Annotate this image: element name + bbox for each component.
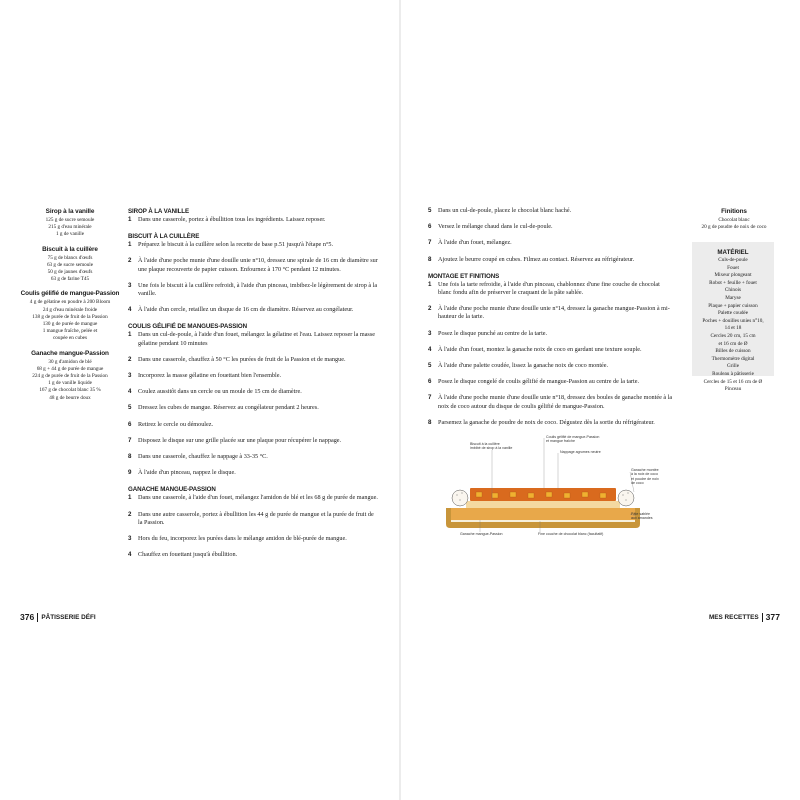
- recipe-step: [128, 421, 378, 429]
- materiel-line: Cercles de 15 et 16 cm de Ø: [703, 378, 763, 385]
- label-ganache-mangue-passion: [460, 532, 503, 536]
- ganache-mangue-passion-layer: [451, 508, 635, 520]
- diagram-label-line: Ganache montée: [631, 468, 659, 472]
- ingredient-line: 24 g d'eau minérale froide: [42, 306, 98, 313]
- ingredient-line: 130 g de purée de mangue: [42, 321, 98, 328]
- section-title: MES RECETTES: [708, 613, 759, 621]
- step-number: 5: [428, 362, 432, 370]
- step-number: 5: [428, 207, 432, 214]
- step-number: 1: [128, 241, 132, 249]
- recipe-step: [428, 223, 673, 231]
- recipe-step: [428, 305, 673, 321]
- recipe-step: [428, 239, 673, 247]
- step-number: 1: [128, 331, 132, 339]
- recipe-step: [428, 281, 673, 297]
- diagram-label-line: Biscuit à la cuillère: [470, 442, 500, 446]
- section-heading: COULIS GÉLIFIÉ DE MANGUES-PASSION: [128, 323, 247, 331]
- step-text: À l'aide d'un fouet, montez la ganache noix de coco en gardant une texture souple.: [438, 345, 642, 353]
- recipe-step: [128, 372, 378, 380]
- ingredient-line: coupée en cubes: [53, 335, 87, 342]
- ingredient-line: 224 g de purée de fruit de la Passion: [32, 373, 108, 380]
- step-text: Parsemez la ganache de poudre de noix de coco. Dégustez dès la sortie du réfrigérateur.: [438, 418, 655, 426]
- section-heading: GANACHE MANGUE-PASSION: [128, 486, 216, 494]
- ingredient-line: 138 g de purée de fruit de la Passion: [32, 313, 108, 320]
- recipe-step: [128, 216, 378, 224]
- step-number: 4: [428, 345, 432, 353]
- materiel-line: Fouet: [727, 264, 739, 271]
- step-number: 9: [128, 469, 132, 477]
- step-text: À l'aide d'un cercle, retaillez un disque de 16 cm de diamètre. Réservez au congélateur.: [138, 306, 354, 314]
- finitions-line: 20 g de poudre de noix de coco: [701, 224, 767, 231]
- materiel-line: Poches + douilles unies n°10,: [702, 317, 764, 324]
- step-text: Dans un cul-de-poule, placez le chocolat blanc haché.: [438, 207, 572, 214]
- step-text: Chauffez en fouettant jusqu'à ébullition.: [138, 551, 238, 559]
- step-text: À l'aide d'une poche munie d'une douille unie n°10, dressez une spirale de 16 cm de diamètre sur une plaque recouverte de papier cuisson. Enfournez à 170 °C pendant 12 minutes.: [138, 257, 378, 273]
- recipe-step: [128, 535, 378, 543]
- step-text: À l'aide d'un fouet, mélangez.: [438, 239, 512, 247]
- recipe-section: [128, 207, 378, 224]
- step-text: Retirez le cercle ou démoulez.: [138, 420, 214, 428]
- ingredient-line: 4 g de gélatine en poudre à 200 Bloom: [29, 299, 111, 306]
- materiel-line: Robot + feuille + fouet: [709, 279, 757, 286]
- recipe-step: [428, 256, 673, 264]
- right-steps-column: [428, 207, 673, 435]
- recipe-step: [428, 362, 673, 370]
- step-text: À l'aide d'une poche munie d'une douille unie n°18, dressez des boules de ganache montée à la noix de coco autour du disque de coulis gélifié de mangue-Passion.: [438, 394, 673, 410]
- step-number: 3: [428, 329, 432, 337]
- recipe-step: [428, 346, 673, 354]
- finitions-items: [688, 217, 780, 231]
- step-text: Dans une casserole, chauffez à 50 °C les purées de fruit de la Passion et de mangue.: [138, 355, 346, 363]
- step-text: Dans un cul-de-poule, à l'aide d'un fouet, mélangez la gélatine et l'eau. Laissez reposer la masse gélatine pendant 10 minutes: [138, 331, 375, 347]
- footer-separator: [762, 613, 763, 622]
- recipe-step: [128, 511, 378, 527]
- recipe-step: [128, 356, 378, 364]
- materiel-line: Rouleau à pâtisserie: [712, 370, 754, 377]
- recipe-step: [128, 494, 378, 502]
- step-text: Hors du feu, incorporez les purées dans le mélange amidon de blé-purée de mangue.: [138, 535, 347, 543]
- ingredient-line: 68 g + 44 g de purée de mangue: [36, 365, 104, 372]
- step-number: 6: [428, 378, 432, 386]
- recipe-step: [128, 306, 378, 314]
- ingredient-line: 1 g de vanille: [55, 231, 85, 238]
- ingredient-line: 75 g de blancs d'œufs: [47, 254, 93, 261]
- step-number: 6: [428, 223, 432, 231]
- step-number: 1: [128, 216, 132, 223]
- step-number: 2: [128, 510, 132, 518]
- materiel-line: Cercles 20 cm, 15 cm: [710, 332, 756, 339]
- materiel-line: Billes de cuisson: [715, 348, 751, 355]
- step-number: 1: [128, 494, 132, 502]
- materiel-line: Thermomètre digital: [711, 355, 755, 362]
- recipe-section: [128, 485, 378, 559]
- step-text: Dans une casserole, portez à ébullition tous les ingrédients. Laissez reposer.: [138, 216, 326, 223]
- materiel-line: 14 et 18: [724, 325, 742, 332]
- diagram-label-line: Coulis gélifié de mangue-Passion: [546, 435, 600, 439]
- footer-separator: [37, 613, 38, 622]
- materiel-line: Culs-de-poule: [718, 257, 748, 263]
- diagram-label-line: imbibé de sirop à la vanille: [470, 446, 513, 451]
- step-text: Une fois la tarte refroidie, à l'aide d'un pinceau, chablonnez d'une fine couche de chocolat blanc fondu afin de préserver le craquant de la pâte sablée.: [438, 280, 660, 297]
- ingredients-column: [20, 207, 120, 408]
- diagram-label-line: de coco: [631, 481, 644, 486]
- ingredient-line: 215 g d'eau minérale: [48, 224, 92, 231]
- ingredient-group: [20, 207, 120, 239]
- biscuit-layer: [466, 501, 620, 508]
- ingredient-line: 50 g de jaunes d'œufs: [47, 269, 93, 276]
- recipe-section: [128, 322, 378, 477]
- recipe-step: [128, 257, 378, 273]
- materiel-line: Pinceau: [724, 386, 742, 393]
- chocolat-blanc-layer: [451, 520, 635, 522]
- step-text: Versez le mélange chaud dans le cul-de-poule.: [438, 223, 553, 231]
- ingredient-group: [20, 289, 120, 342]
- left-footer: [20, 612, 96, 622]
- materiel-line: Plaque + papier cuisson: [708, 302, 758, 309]
- page-number-right: 377: [765, 612, 780, 622]
- diagram-label-line: aux amandes: [631, 516, 653, 521]
- recipe-section: [128, 232, 378, 314]
- step-number: 4: [128, 306, 132, 314]
- section-heading: MONTAGE ET FINITIONS: [428, 272, 500, 280]
- step-number: 4: [128, 388, 132, 396]
- step-text: À l'aide d'un pinceau, nappez le disque.: [138, 469, 236, 477]
- step-text: Dans une autre casserole, portez à ébullition les 44 g de purée de mangue et la purée de fruit de la Passion.: [138, 510, 374, 526]
- ingredient-line: 30 g d'amidon de blé: [48, 358, 92, 365]
- label-ganache-coco: [631, 468, 659, 486]
- step-number: 7: [128, 436, 132, 444]
- ingredient-group-title: Sirop à la vanille: [45, 208, 95, 215]
- right-footer: [709, 612, 780, 622]
- step-number: 2: [128, 257, 132, 265]
- finitions-line: Chocolat blanc: [718, 217, 750, 223]
- materiel-line: Chinois: [724, 287, 742, 294]
- diagram-label-line: et mangue fraîche: [546, 439, 575, 444]
- ingredient-group: [20, 349, 120, 402]
- label-pate-sablee: [631, 512, 653, 521]
- diagram-label-line: Fine couche de chocolat blanc (facultatif): [538, 532, 604, 536]
- ingredient-line: 63 g de farine T45: [50, 276, 90, 283]
- book-title: PÂTISSERIE DÉFI: [41, 613, 96, 621]
- step-text: À l'aide d'une poche munie d'une douille unie n°14, dressez la ganache mangue-Passion à mi-hauteur de la tarte.: [438, 305, 670, 321]
- diagram-label-line: Ganache mangue-Passion: [460, 532, 503, 536]
- step-number: 3: [128, 281, 132, 289]
- materiel-box: [692, 242, 774, 393]
- step-text: Dans une casserole, chauffez le nappage à 33-35 °C.: [138, 453, 268, 461]
- step-number: 7: [428, 394, 432, 402]
- ingredient-line: 1 g de vanille liquide: [48, 380, 92, 387]
- section-heading: SIROP À LA VANILLE: [128, 208, 189, 215]
- label-biscuit: [470, 442, 512, 451]
- step-number: 8: [428, 418, 432, 426]
- recipe-step: [128, 469, 378, 477]
- step-number: 5: [128, 404, 132, 412]
- step-text: Posez le disque punché au centre de la tarte.: [438, 329, 548, 337]
- step-text: Ajoutez le beurre coupé en cubes. Filmez au contact. Réservez au réfrigérateur.: [438, 255, 635, 263]
- materiel-line: Palette coudée: [717, 310, 749, 317]
- step-text: Préparez le biscuit à la cuillère selon la recette de base p.51 jusqu'à l'étape n°5.: [138, 241, 334, 249]
- ingredient-line: 125 g de sucre semoule: [45, 217, 95, 223]
- section-heading: BISCUIT À LA CUILLÈRE: [128, 233, 200, 241]
- step-number: 4: [128, 551, 132, 559]
- diagram-label-line: Nappage agrumes neutre: [560, 450, 601, 454]
- recipe-step: [428, 378, 673, 386]
- materiel-line: et 16 cm de Ø: [718, 340, 748, 347]
- step-text: À l'aide d'une palette coudée, lissez la ganache noix de coco montée.: [438, 362, 609, 370]
- recipe-step: [128, 388, 378, 396]
- step-text: Dans une casserole, à l'aide d'un fouet, mélangez l'amidon de blé et les 68 g de purée de mangue.: [138, 494, 378, 502]
- recipe-step: [128, 282, 378, 298]
- ingredient-line: 1 mangue fraîche, pelée et: [42, 328, 98, 335]
- step-text: Posez le disque congelé de coulis gélifié de mangue-Passion au centre de la tarte.: [438, 378, 640, 386]
- materiel-line: Maryse: [725, 294, 741, 301]
- page-number-left: 376: [20, 612, 35, 622]
- materiel-line: Grille: [726, 363, 740, 370]
- diagram-label-line: Pâte sablée: [631, 512, 650, 516]
- step-number: 2: [128, 355, 132, 363]
- materiel-line: Mixeur plongeant: [714, 272, 752, 279]
- recipe-step: [428, 330, 673, 338]
- materiel-title: MATÉRIEL: [717, 249, 749, 256]
- step-number: 8: [428, 255, 432, 263]
- ingredient-line: 48 g de beurre doux: [49, 394, 91, 401]
- recipe-step: [128, 437, 378, 445]
- step-number: 6: [128, 420, 132, 428]
- finitions-box: [688, 207, 780, 231]
- ingredient-line: 167 g de chocolat blanc 35 %: [39, 387, 101, 394]
- diagram-label-line: et poudre de noix: [631, 476, 659, 481]
- ingredient-group-title: Biscuit à la cuillère: [42, 245, 98, 253]
- recipe-step: [428, 394, 673, 410]
- recipe-step: [128, 453, 378, 461]
- step-number: 3: [128, 535, 132, 543]
- recipe-step: [428, 419, 673, 427]
- diagram-label-line: à la noix de coco: [631, 472, 658, 477]
- label-nappage: [560, 450, 601, 454]
- ingredient-group-title: Coulis gélifié de mangue-Passion: [20, 290, 120, 298]
- recipe-step: [428, 207, 673, 215]
- label-coulis: [546, 435, 599, 444]
- tart-cross-section-diagram: [440, 432, 700, 542]
- ingredient-group: [20, 245, 120, 284]
- step-text: Disposez le disque sur une grille placée sur une plaque pour récupérer le nappage.: [138, 436, 342, 444]
- step-number: 8: [128, 453, 132, 461]
- step-text: Coulez aussitôt dans un cercle ou un moule de 15 cm de diamètre.: [138, 388, 302, 396]
- label-chocolat-blanc: [538, 532, 603, 536]
- recipe-step: [128, 331, 378, 347]
- step-number: 1: [428, 280, 432, 288]
- step-number: 7: [428, 239, 432, 247]
- materiel-items: [692, 257, 774, 394]
- step-text: Incorporez la masse gélatine en fouettant bien l'ensemble.: [138, 372, 282, 380]
- recipe-step: [128, 241, 378, 249]
- recipe-step: [128, 404, 378, 412]
- step-number: 2: [428, 305, 432, 313]
- finitions-title: Finitions: [721, 208, 747, 215]
- step-number: 3: [128, 372, 132, 380]
- step-text: Une fois le biscuit à la cuillère refroidi, à l'aide d'un pinceau, imbibez-le légèrement de sirop à la vanille.: [138, 281, 378, 298]
- ingredient-group-title: Ganache mangue-Passion: [31, 349, 109, 357]
- left-steps-column: [128, 207, 378, 567]
- ingredient-line: 63 g de sucre semoule: [46, 261, 94, 268]
- recipe-step: [128, 551, 378, 559]
- step-text: Dressez les cubes de mangue. Réservez au congélateur pendant 2 heures.: [138, 404, 319, 412]
